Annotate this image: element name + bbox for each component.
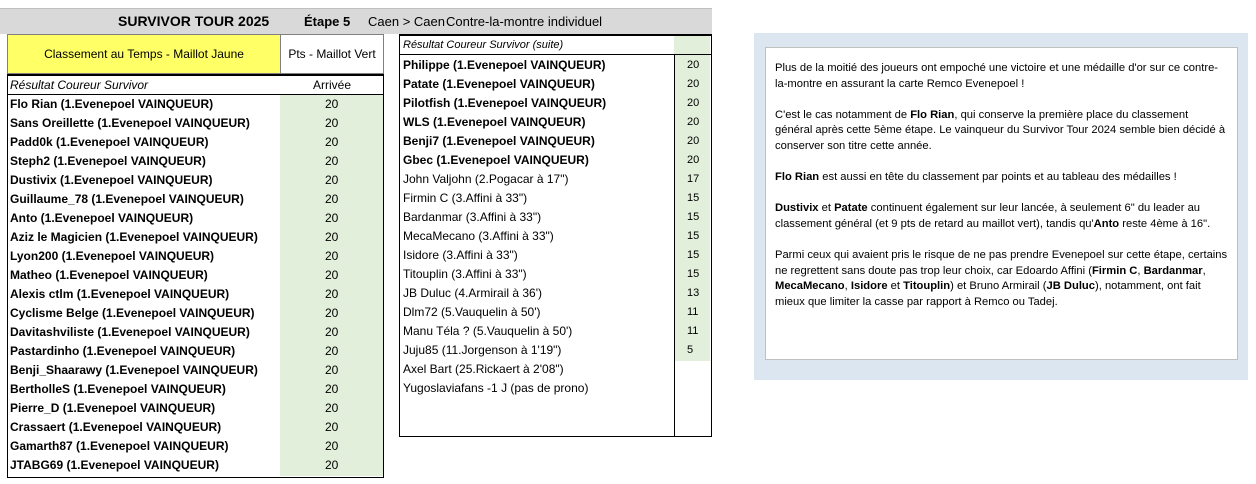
- player-result: Axel Bart (25.Rickaert à 2'08"): [403, 362, 564, 376]
- table-row: [403, 227, 708, 246]
- table-row: [403, 341, 708, 360]
- table-row: [403, 75, 708, 94]
- player-name: Titouplin: [903, 280, 951, 293]
- points-value: 20: [687, 97, 700, 109]
- table-row: [403, 360, 708, 379]
- player-result: MecaMecano (3.Affini à 33"): [403, 229, 554, 243]
- points-value: 20: [325, 211, 339, 225]
- points-value: 20: [325, 249, 339, 263]
- player-result: Aziz le Magicien (1.Evenepoel VAINQUEUR): [10, 230, 258, 244]
- table-row: [403, 113, 708, 132]
- table-row: [10, 399, 380, 418]
- table-row: [10, 380, 380, 399]
- player-result: Alexis ctlm (1.Evenepoel VAINQUEUR): [10, 287, 230, 301]
- player-name: Bardanmar: [1143, 264, 1203, 277]
- player-result: Flo Rian (1.Evenepoel VAINQUEUR): [10, 97, 214, 111]
- points-value: 20: [325, 268, 339, 282]
- commentary-text: ,: [1202, 264, 1206, 277]
- points-value: 20: [325, 97, 339, 111]
- player-name: Flo Rian: [910, 108, 955, 121]
- commentary-text: Parmi ceux qui avaient pris le risque de ne pas prendre Evenepoel sur cette étape, certains ne regrettent sans doute pas trop leur choix, car Edoardo Affini (: [775, 249, 1228, 277]
- commentary-paragraph: [775, 108, 1228, 155]
- table-row: [10, 456, 380, 475]
- commentary-text: ,: [844, 280, 851, 293]
- table-row: [10, 437, 380, 456]
- player-result: Titouplin (3.Affini à 33"): [403, 267, 527, 281]
- page-title: SURVIVOR TOUR 2025: [118, 13, 270, 29]
- yellow-jersey-label: Classement au Temps - Maillot Jaune: [7, 34, 281, 74]
- player-result: Isidore (3.Affini à 33"): [403, 248, 518, 262]
- player-result: Steph2 (1.Evenepoel VAINQUEUR): [10, 154, 206, 168]
- points-value: 20: [325, 287, 339, 301]
- table-row: [403, 379, 708, 398]
- player-result: Benji_Shaarawy (1.Evenepoel VAINQUEUR): [10, 363, 258, 377]
- commentary-paragraph: [775, 248, 1228, 310]
- player-result: Gbec (1.Evenepoel VAINQUEUR): [403, 153, 589, 167]
- player-result: Dlm72 (5.Vauquelin à 50'): [403, 305, 541, 319]
- commentary-text: ), notamment, ont fait mieux que limiter la casse par rapport à Remco ou Tadej.: [775, 280, 1201, 308]
- commentary-paragraph: [775, 170, 1228, 186]
- player-result: Gamarth87 (1.Evenepoel VAINQUEUR): [10, 439, 229, 453]
- table-row: [403, 94, 708, 113]
- points-value: 20: [687, 154, 700, 166]
- stage-type: Contre-la-montre individuel: [446, 14, 603, 29]
- player-name: MecaMecano: [775, 280, 845, 293]
- player-result: WLS (1.Evenepoel VAINQUEUR): [403, 115, 586, 129]
- table-top-border: [399, 34, 712, 36]
- table-row: [10, 152, 380, 171]
- player-result: BertholleS (1.Evenepoel VAINQUEUR): [10, 382, 226, 396]
- player-name: Dustivix: [775, 202, 819, 215]
- player-result: Padd0k (1.Evenepoel VAINQUEUR): [10, 135, 209, 149]
- green-jersey-label: Pts - Maillot Vert: [281, 34, 384, 74]
- player-name: Firmin C: [1091, 264, 1138, 277]
- player-result: Pierre_D (1.Evenepoel VAINQUEUR): [10, 401, 216, 415]
- player-name: Flo Rian: [775, 171, 820, 184]
- player-name: JB Duluc: [1046, 280, 1095, 293]
- player-result: Philippe (1.Evenepoel VAINQUEUR): [403, 58, 606, 72]
- commentary-text: Plus de la moitié des joueurs ont empoché une victoire et une médaille d'or sur ce contre-la-montre en assurant la carte Remco Evenepoel !: [775, 62, 1219, 90]
- table-row: [403, 170, 708, 189]
- player-result: Anto (1.Evenepoel VAINQUEUR): [10, 211, 194, 225]
- column-header-arrivee: Arrivée: [313, 78, 352, 92]
- points-value: 5: [687, 344, 694, 356]
- player-name: Anto: [1093, 217, 1120, 230]
- table-row: [10, 361, 380, 380]
- column-header-result: Résultat Coureur Survivor: [10, 78, 149, 92]
- points-value: 20: [325, 458, 339, 472]
- points-value: 20: [687, 59, 700, 71]
- commentary-text: ) et Bruno Armirail (: [950, 280, 1047, 293]
- table-row: [403, 132, 708, 151]
- points-value: 15: [687, 230, 700, 242]
- table-row: [403, 322, 708, 341]
- points-value: 20: [325, 439, 339, 453]
- stage-commentary: [765, 47, 1238, 360]
- table-row: [403, 246, 708, 265]
- points-value: 20: [325, 382, 339, 396]
- points-value: 11: [687, 306, 699, 318]
- table-row: [10, 209, 380, 228]
- player-result: Crassaert (1.Evenepoel VAINQUEUR): [10, 420, 222, 434]
- player-result: Pilotfish (1.Evenepoel VAINQUEUR): [403, 96, 607, 110]
- points-value: 11: [687, 325, 699, 337]
- points-value: 20: [325, 135, 339, 149]
- points-value: 15: [687, 192, 700, 204]
- column-header-result-suite: Résultat Coureur Survivor (suite): [403, 39, 564, 51]
- table-row: [403, 56, 708, 75]
- table-row: [403, 151, 708, 170]
- player-result: Benji7 (1.Evenepoel VAINQUEUR): [403, 134, 595, 148]
- points-value: 20: [687, 116, 700, 128]
- player-result: Lyon200 (1.Evenepoel VAINQUEUR): [10, 249, 215, 263]
- stage-header: [0, 8, 712, 34]
- points-value: 20: [325, 192, 339, 206]
- player-result: Bardanmar (3.Affini à 33"): [403, 210, 542, 224]
- commentary-paragraph: [775, 201, 1228, 232]
- points-value: 17: [687, 173, 700, 185]
- stage-route: Caen > Caen: [368, 14, 445, 29]
- commentary-text: C'est le cas notamment de: [775, 108, 911, 121]
- commentary-text: reste 4ème à 16".: [1119, 217, 1211, 230]
- table-row: [403, 189, 708, 208]
- table-row: [403, 265, 708, 284]
- table-row: [10, 323, 380, 342]
- player-result: JB Duluc (4.Armirail à 36'): [403, 286, 542, 300]
- header-divider: [400, 54, 711, 55]
- table-row: [10, 133, 380, 152]
- player-result: Manu Téla ? (5.Vauquelin à 50'): [403, 324, 573, 338]
- points-value: 20: [325, 306, 339, 320]
- player-result: Sans Oreillette (1.Evenepoel VAINQUEUR): [10, 116, 250, 130]
- points-value: 20: [325, 363, 339, 377]
- table-row: [10, 114, 380, 133]
- player-result: JTABG69 (1.Evenepoel VAINQUEUR): [10, 458, 219, 472]
- points-value: 20: [687, 78, 700, 90]
- table-row: [10, 285, 380, 304]
- points-value: 15: [687, 249, 700, 261]
- stage-number: Étape 5: [304, 14, 351, 29]
- points-value: 20: [325, 344, 339, 358]
- table-row: [10, 304, 380, 323]
- table-row: [403, 284, 708, 303]
- commentary-text: et: [887, 280, 904, 293]
- table-row: [10, 342, 380, 361]
- points-value: 20: [325, 325, 339, 339]
- points-value: 20: [325, 230, 339, 244]
- points-value: 20: [325, 116, 339, 130]
- table-row: [10, 247, 380, 266]
- points-value: 13: [687, 287, 700, 299]
- table-row: [10, 418, 380, 437]
- points-value: 20: [325, 420, 339, 434]
- points-value: 15: [687, 211, 700, 223]
- table-row: [10, 228, 380, 247]
- commentary-text: est aussi en tête du classement par points et au tableau des médailles !: [819, 171, 1177, 184]
- player-result: Dustivix (1.Evenepoel VAINQUEUR): [10, 173, 213, 187]
- points-value: 20: [687, 135, 700, 147]
- table-row: [10, 190, 380, 209]
- table-row: [10, 95, 380, 114]
- points-value: 15: [687, 268, 700, 280]
- player-result: Guillaume_78 (1.Evenepoel VAINQUEUR): [10, 192, 244, 206]
- commentary-text: ,: [1137, 264, 1144, 277]
- player-result: Yugoslaviafans -1 J (pas de prono): [403, 381, 589, 395]
- table-row: [10, 171, 380, 190]
- player-result: Davitashviliste (1.Evenepoel VAINQUEUR): [10, 325, 250, 339]
- commentary-text: , qui conserve la première place du classement général après cette 5ème étape. Le vainqueur du Survivor Tour 2024 semble bien décidé à conserver son titre cette année.: [775, 108, 1226, 152]
- points-value: 20: [325, 173, 339, 187]
- player-result: Patate (1.Evenepoel VAINQUEUR): [403, 77, 595, 91]
- player-result: Pastardinho (1.Evenepoel VAINQUEUR): [10, 344, 236, 358]
- player-name: Isidore: [850, 280, 888, 293]
- commentary-paragraph: [775, 61, 1228, 92]
- table-row: [10, 266, 380, 285]
- player-result: Cyclisme Belge (1.Evenepoel VAINQUEUR): [10, 306, 255, 320]
- points-value: 20: [325, 401, 339, 415]
- commentary-text: et: [818, 202, 835, 215]
- table-row: [403, 208, 708, 227]
- player-result: John Valjohn (2.Pogacar à 17"): [403, 172, 569, 186]
- commentary-text: continuent également sur leur lancée, à seulement 6" du leader au classement général (et 9 pts de retard au maillot vert), tandis qu': [775, 202, 1201, 230]
- points-value: 20: [325, 154, 339, 168]
- player-result: Juju85 (11.Jorgenson à 1'19"): [403, 343, 562, 357]
- player-result: Matheo (1.Evenepoel VAINQUEUR): [10, 268, 208, 282]
- table-row: [403, 303, 708, 322]
- player-name: Patate: [834, 202, 868, 215]
- player-result: Firmin C (3.Affini à 33"): [403, 191, 528, 205]
